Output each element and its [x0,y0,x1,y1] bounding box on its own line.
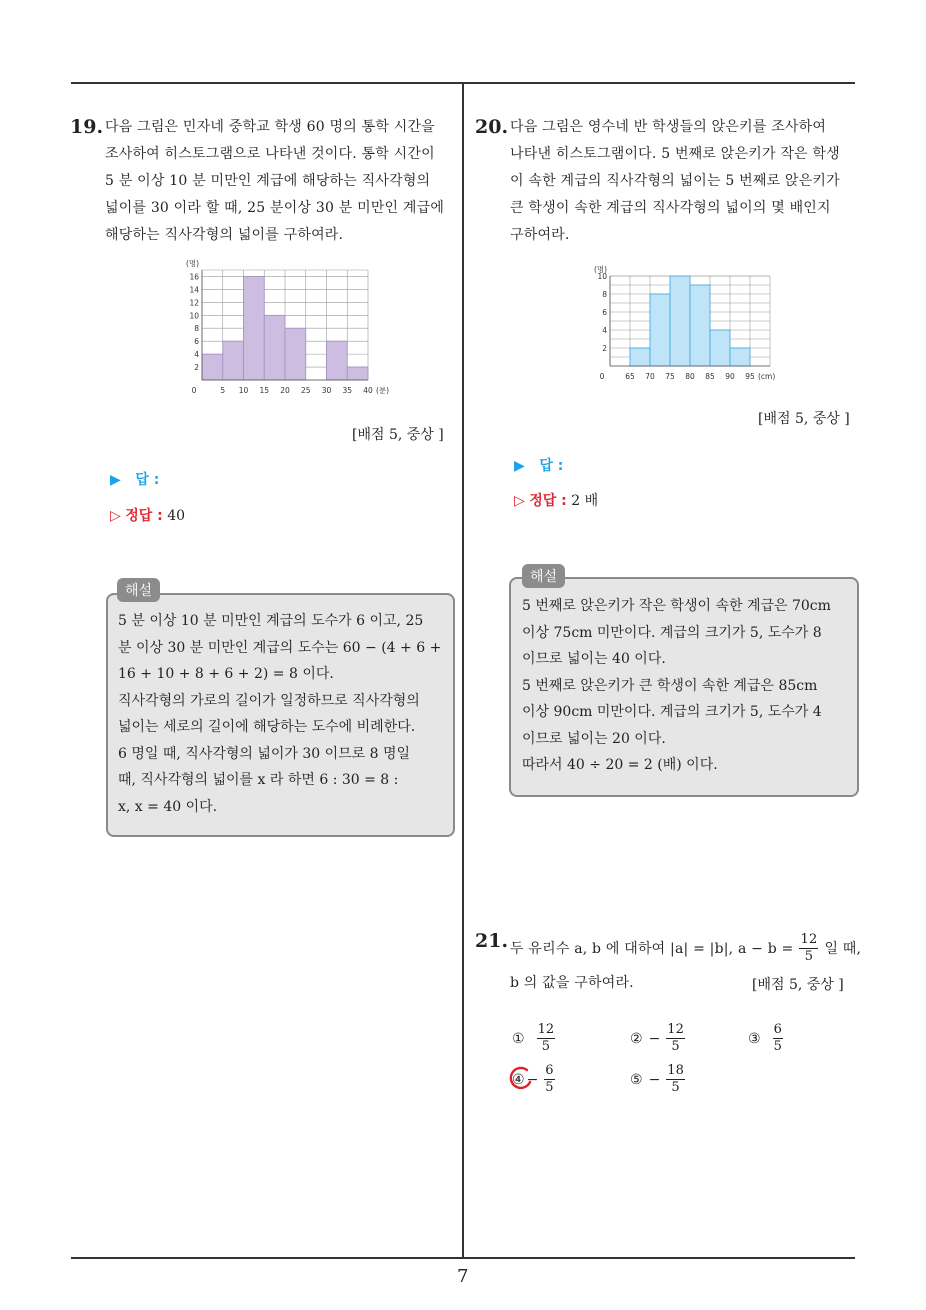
explain-line: 6 명일 때, 직사각형의 넓이가 30 이므로 8 명일 [118,745,411,762]
fraction-numerator: 6 [545,1063,554,1078]
x-tick-label: 40 [363,386,373,395]
choice-fraction [544,1063,554,1096]
explain-line: 5 번째로 앉은키가 작은 학생이 속한 계급은 70cm [522,598,831,614]
question-19-text [105,114,444,249]
y-tick-label: 2 [602,344,607,353]
q19-correct-answer [110,505,185,525]
question-20-text [510,114,840,249]
correct-value: 2 배 [571,493,599,509]
histogram-bar [630,348,650,366]
correct-label-text: 정답 : [125,508,163,524]
x-tick-label: 70 [645,372,655,381]
histogram-bar [244,276,265,380]
choice-sign: − [526,1071,539,1088]
explain-line: 따라서 40 ÷ 20 = 2 (배) 이다. [522,757,718,773]
histogram-bar [670,276,690,366]
histogram-bar [202,354,223,380]
fraction-denominator: 5 [773,1039,782,1054]
histogram-bar [690,285,710,366]
histogram-bar [347,367,368,380]
choice-sign: − [648,1030,661,1047]
x-tick-label: 20 [280,386,290,395]
play-arrow-icon: ▶ [110,472,121,488]
x-axis-label: (cm) [758,372,776,381]
q19-answer-label [110,469,159,489]
fraction-numerator: 18 [667,1063,684,1078]
explain-line: 5 분 이상 10 분 미만인 계급의 도수가 6 이고, 25 [118,613,424,629]
fraction-denominator: 5 [804,949,814,964]
fraction-numerator: 12 [800,932,818,947]
q20-line: 나타낸 히스토그램이다. 5 번째로 앉은키가 작은 학생 [510,146,840,162]
correct-value: 40 [167,508,186,524]
y-tick-label: 2 [194,363,199,373]
choice-mark: ④ [512,1071,525,1088]
column-divider [462,82,464,1258]
choice-fraction [773,1022,783,1055]
choice-mark: ⑤ [630,1071,643,1088]
q20-correct-answer [514,490,598,510]
x-tick-label: 10 [238,386,249,395]
explain-line: x, x = 40 이다. [118,798,218,815]
x-tick-label: 65 [625,372,635,381]
explain-line: 5 번째로 앉은키가 큰 학생이 속한 계급은 85cm [522,677,818,694]
answer-label-text: 답 : [539,458,564,474]
histogram-bar [730,348,750,366]
explain-line: 이므로 넓이는 40 이다. [522,651,666,667]
question-21-line1 [510,932,861,965]
explain-line: 직사각형의 가로의 길이가 일정하므로 직사각형의 [118,692,420,709]
q19-line: 넓이를 30 이라 할 때, 25 분이상 30 분 미만인 계급에 [105,200,445,216]
q21-score: [배점 5, 중상 ] [752,977,844,993]
question-21-number: 21. [475,930,509,952]
correct-label-text: 정답 : [529,493,567,509]
choice-fraction [666,1063,685,1096]
choice-mark: ③ [748,1030,761,1047]
choice-1[interactable] [512,1022,555,1055]
q20-explanation-tag: 해설 [522,564,565,588]
q20-line: 구하여라. [510,227,570,243]
q20-line: 다음 그림은 영수네 반 학생들의 앉은키를 조사하여 [510,119,827,135]
q21-text-pre: 두 유리수 a, b 에 대하여 |a| = |b|, a − b = [510,940,794,957]
q20-explanation-text [522,593,831,779]
fraction-numerator: 12 [667,1022,684,1037]
fraction-denominator: 5 [671,1080,680,1095]
histogram-commute [178,256,398,406]
y-tick-label: 16 [189,272,199,282]
fraction-numerator: 12 [537,1022,555,1037]
q19-line: 다음 그림은 민자네 중학교 학생 60 명의 통학 시간을 [105,119,435,135]
y-tick-label: 6 [194,337,199,347]
y-tick-label: 4 [602,326,607,335]
q20-line: 이 속한 계급의 직사각형의 넓이는 5 번째로 앉은키가 [510,173,840,189]
explain-line: 이상 90cm 미만이다. 계급의 크기가 5, 도수가 4 [522,704,822,720]
histogram-commute-svg [178,256,398,402]
choice-sign: − [648,1071,661,1088]
page-number: 7 [457,1266,469,1287]
outline-arrow-icon: ▷ [514,493,525,509]
x-tick-label: 25 [300,386,311,395]
fraction-denominator: 5 [545,1080,554,1095]
choice-mark: ② [630,1030,643,1047]
question-19-number: 19. [70,116,104,138]
choice-fraction [537,1022,556,1055]
x-tick-label: 85 [705,372,715,381]
x-tick-label: 15 [259,386,270,395]
question-20-number: 20. [475,116,509,138]
q19-explanation-text [118,608,441,820]
y-tick-label: 6 [602,308,607,317]
explain-line: 분 이상 30 분 미만인 계급의 도수는 60 − (4 + 6 + [118,639,442,656]
histogram-sitting-height [590,258,790,386]
x-tick-label: 35 [342,386,353,395]
y-tick-label: 12 [189,298,199,308]
selected-choice-circle-icon [507,1064,535,1092]
q21-text-post: 일 때, [824,940,862,957]
y-tick-label: 4 [194,350,199,360]
x-tick-label: 95 [745,372,755,381]
choice-3[interactable] [748,1022,783,1055]
x-tick-label: 75 [665,372,675,381]
y-tick-label: 14 [189,285,199,295]
histogram-bar [223,341,244,380]
x-axis-label: (분) [376,386,390,395]
y-axis-label: (명) [594,265,608,274]
y-tick-label: 10 [597,272,607,281]
x-tick-label: 30 [321,386,332,395]
choice-mark: ① [512,1030,525,1047]
histogram-sitting-height-svg [590,258,790,382]
explain-line: 이상 75cm 미만이다. 계급의 크기가 5, 도수가 8 [522,624,822,641]
q19-line: 해당하는 직사각형의 넓이를 구하여라. [105,227,344,243]
q19-explanation-tag: 해설 [117,578,160,602]
q20-line: 큰 학생이 속한 계급의 직사각형의 넓이의 몇 배인지 [510,200,831,216]
y-axis-label: (명) [186,259,200,268]
outline-arrow-icon: ▷ [110,508,121,524]
q21-fraction [799,932,818,965]
histogram-bar [285,328,306,380]
play-arrow-icon: ▶ [514,458,525,474]
x-tick-label: 0 [191,386,197,395]
choice-fraction [666,1022,685,1055]
x-tick-label: 80 [685,372,695,381]
choice-5[interactable] [630,1063,685,1096]
explain-line: 때, 직사각형의 넓이를 x 라 하면 6 : 30 = 8 : [118,772,399,788]
q20-answer-label [514,455,563,475]
x-tick-label: 5 [220,386,226,395]
q19-score: [배점 5, 중상 ] [352,427,444,443]
fraction-numerator: 6 [773,1022,782,1037]
explain-line: 16 + 10 + 8 + 6 + 2) = 8 이다. [118,666,334,682]
histogram-bar [327,341,348,380]
histogram-bar [710,330,730,366]
answer-label-text: 답 : [135,472,160,488]
x-tick-label: 0 [599,372,605,381]
fraction-denominator: 5 [541,1039,550,1054]
q19-line: 조사하여 히스토그램으로 나타낸 것이다. 통학 시간이 [105,146,435,162]
choice-2[interactable] [630,1022,685,1055]
y-tick-label: 10 [189,311,199,321]
fraction-denominator: 5 [671,1039,680,1054]
y-tick-label: 8 [194,324,199,334]
y-tick-label: 8 [602,290,607,299]
q19-line: 5 분 이상 10 분 미만인 계급에 해당하는 직사각형의 [105,173,431,189]
histogram-bar [264,315,285,380]
explain-line: 넓이는 세로의 길이에 해당하는 도수에 비례한다. [118,719,416,735]
x-tick-label: 90 [725,372,735,381]
q20-score: [배점 5, 중상 ] [758,411,850,427]
histogram-bar [650,294,670,366]
question-21-line2: b 의 값을 구하여라. [510,975,634,991]
explain-line: 이므로 넓이는 20 이다. [522,730,666,747]
